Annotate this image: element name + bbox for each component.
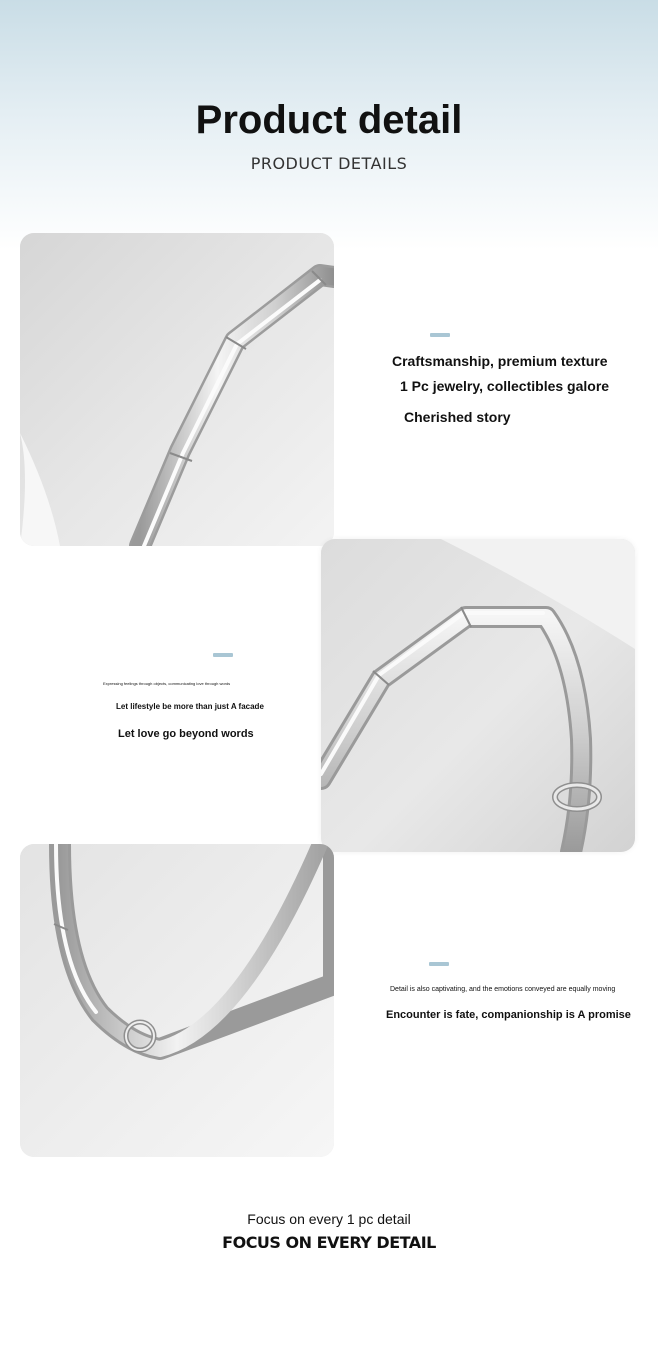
section3-line1: Detail is also captivating, and the emotions conveyed are equally moving [390,986,616,993]
section3-line2: Encounter is fate, companionship is A promise [386,1009,631,1021]
product-photo-2 [321,539,635,852]
product-photo-3 [20,844,334,1157]
section1-line2: 1 Pc jewelry, collectibles galore [400,378,610,394]
page-subtitle: PRODUCT DETAILS [250,154,408,173]
section1-line1: Craftsmanship, premium texture [392,353,608,369]
footer-line-1: Focus on every 1 pc detail [247,1211,411,1227]
page-title: Product detail [195,98,463,142]
accent-dash-3 [429,962,449,966]
accent-dash-1 [430,333,450,337]
section1-line3: Cherished story [404,409,511,425]
accent-dash-2 [213,653,233,657]
section2-line1: Expressing feelings through objects, communicating love through words [103,681,231,686]
section2-line3: Let love go beyond words [118,728,254,740]
footer-line-2: FOCUS ON EVERY DETAIL [222,1233,436,1252]
product-photo-1 [20,233,334,546]
section2-line2: Let lifestyle be more than just A facade [116,702,264,711]
